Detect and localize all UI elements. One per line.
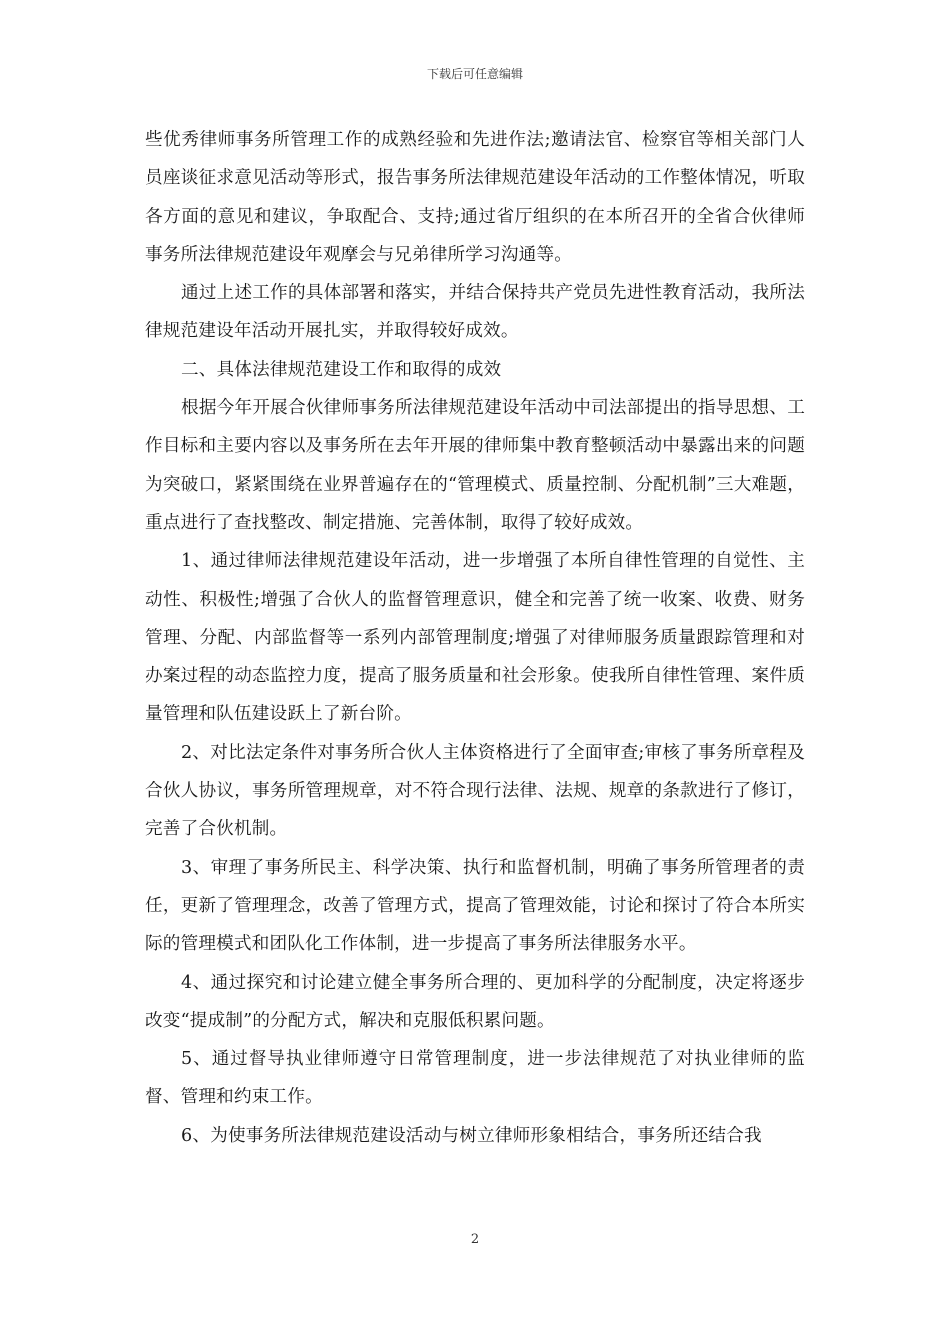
list-item-2: 2、对比法定条件对事务所合伙人主体资格进行了全面审查;审核了事务所章程及合伙人协议，事务所管理规章，对不符合现行法律、法规、规章的条款进行了修订，完善了合伙机制。 <box>145 742 805 840</box>
page-header: 下载后可任意编辑 <box>426 67 523 81</box>
list-item-6: 6、为使事务所法律规范建设活动与树立律师形象相结合，事务所还结合我 <box>181 1125 762 1146</box>
list-item-3: 3、审理了事务所民主、科学决策、执行和监督机制，明确了事务所管理者的责任，更新了管理理念，改善了管理方式，提高了管理效能，讨论和探讨了符合本所实际的管理模式和团队化工作体制，进一步提高了事务所法律服务水平。 <box>145 857 805 955</box>
section-heading: 二、具体法律规范建设工作和取得的成效 <box>181 359 502 380</box>
document-body <box>145 121 805 1155</box>
paragraph-2: 通过上述工作的具体部署和落实，并结合保持共产党员先进性教育活动，我所法律规范建设年活动开展扎实，并取得较好成效。 <box>145 283 805 342</box>
list-item-1: 1、通过律师法律规范建设年活动，进一步增强了本所自律性管理的自觉性、主动性、积极性;增强了合伙人的监督管理意识，健全和完善了统一收案、收费、财务管理、分配、内部监督等一系列内部管理制度;增强了对律师服务质量跟踪管理和对办案过程的动态监控力度，提高了服务质量和社会形象。使我所自律性管理、案件质量管理和队伍建设跃上了新台阶。 <box>145 551 805 725</box>
list-item-5: 5、通过督导执业律师遵守日常管理制度，进一步法律规范了对执业律师的监督、管理和约束工作。 <box>145 1049 805 1108</box>
list-item-4: 4、通过探究和讨论建立健全事务所合理的、更加科学的分配制度，决定将逐步改变“提成制”的分配方式，解决和克服低积累问题。 <box>145 972 805 1031</box>
page-number: 2 <box>470 1232 480 1247</box>
paragraph-1: 些优秀律师事务所管理工作的成熟经验和先进作法;邀请法官、检察官等相关部门人员座谈征求意见活动等形式，报告事务所法律规范建设年活动的工作整体情况，听取各方面的意见和建议，争取配合、支持;通过省厅组织的在本所召开的全省合伙律师事务所法律规范建设年观摩会与兄弟律所学习沟通等。 <box>145 130 805 265</box>
paragraph-3: 根据今年开展合伙律师事务所法律规范建设年活动中司法部提出的指导思想、工作目标和主要内容以及事务所在去年开展的律师集中教育整顿活动中暴露出来的问题为突破口，紧紧围绕在业界普遍存在的“管理模式、质量控制、分配机制”三大难题，重点进行了查找整改、制定措施、完善体制，取得了较好成效。 <box>145 398 805 533</box>
